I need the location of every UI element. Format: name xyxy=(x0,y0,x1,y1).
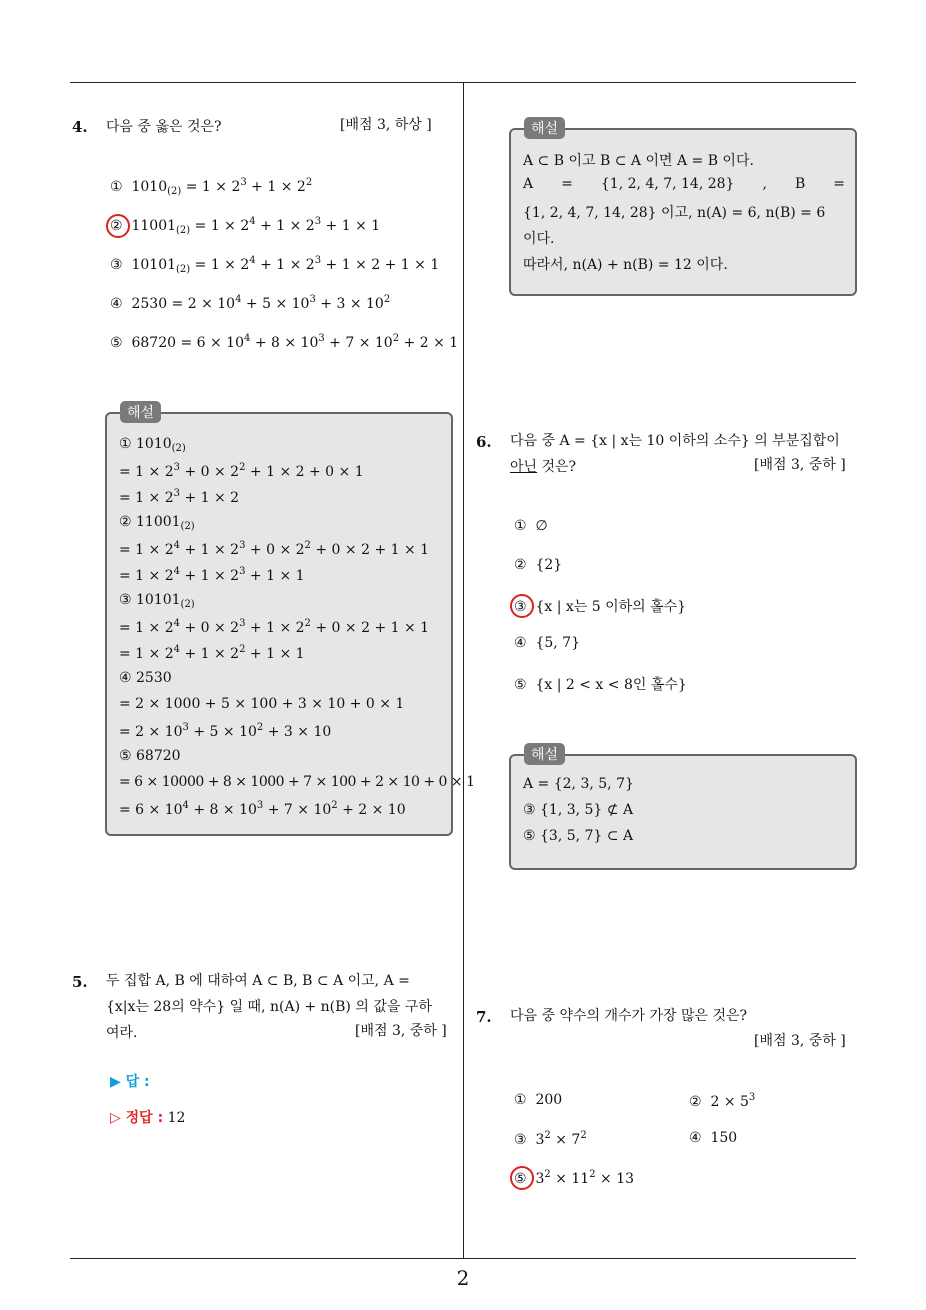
correct-value: 12 xyxy=(167,1110,186,1126)
question-text-line-2: 아닌 것은? xyxy=(510,459,577,475)
explanation-line: = $1 \times 2^4 + 1 \times 2^3 + 0 \times 2^2 + 0 \times 2 + 1 \times 1$ xyxy=(119,540,430,558)
choice-4[interactable] xyxy=(689,1130,737,1146)
choice-mark: ⑤ xyxy=(514,677,527,693)
explanation-box xyxy=(105,405,475,836)
explanation-line: = $1 \times 2^4 + 1 \times 2^3 + 1 \times 1$ xyxy=(119,566,305,584)
choice-1[interactable] xyxy=(514,1092,562,1108)
choice-4[interactable] xyxy=(514,635,580,651)
explanation-tag: 해설 xyxy=(524,743,565,765)
explanation-line: = 2 × 1000 + 5 × 100 + 3 × 10 + 0 × 1 xyxy=(119,696,405,712)
explanation-line: = $1 \times 2^4 + 0 \times 2^3 + 1 \times 2^2 + 0 \times 2 + 1 \times 1$ xyxy=(119,618,430,636)
explanation-line: A = {2, 3, 5, 7} xyxy=(523,776,634,792)
choice-mark: ③ xyxy=(514,599,527,615)
choice-expr: {2} xyxy=(535,557,563,573)
bottom-rule xyxy=(70,1258,856,1259)
choice-expr: $11001_{(2)} = 1 \times 2^4 + 1 \times 2^3 + 1 \times 1$ xyxy=(131,216,381,236)
choice-2[interactable] xyxy=(110,216,380,236)
answer-circle-mark xyxy=(510,594,534,618)
explanation-line: ⑤ {3, 5, 7} ⊂ A xyxy=(523,828,634,844)
page-number: 2 xyxy=(456,1266,470,1290)
choice-expr: $1010_{(2)} = 1 \times 2^3 + 1 \times 2^2$ xyxy=(131,177,313,197)
choice-4[interactable] xyxy=(110,294,390,312)
choice-expr: {5, 7} xyxy=(535,635,580,651)
choice-mark: ④ xyxy=(514,635,527,651)
underlined-word: 아닌 xyxy=(510,459,538,475)
choice-1[interactable] xyxy=(514,518,548,534)
choice-expr: {x | x는 5 이하의 홀수} xyxy=(535,599,687,615)
correct-label: ▷ 정답 : xyxy=(110,1110,164,1126)
choice-3[interactable] xyxy=(110,255,439,275)
choice-expr: $2530 = 2 \times 10^4 + 5 \times 10^3 + 3 \times 10^2$ xyxy=(131,294,391,312)
column-divider xyxy=(463,83,464,1259)
explanation-line: = $1 \times 2^3 + 1 \times 2$ xyxy=(119,488,240,506)
explanation-tag: 해설 xyxy=(120,401,161,423)
question-text: 다음 중 옳은 것은? xyxy=(106,119,222,135)
choice-1[interactable] xyxy=(110,177,312,197)
explanation-box xyxy=(509,121,857,296)
answer-circle-mark xyxy=(510,1166,534,1190)
question-text-line-3: 여라. xyxy=(106,1025,138,1041)
choice-mark: ③ xyxy=(514,1132,527,1148)
choice-mark: ⑤ xyxy=(110,335,123,351)
answer-label: ▶ 답 : xyxy=(110,1074,150,1090)
choice-mark: ① xyxy=(514,518,527,534)
choice-expr: ∅ xyxy=(535,518,548,534)
question-number: 7. xyxy=(476,1008,492,1026)
choice-expr: $10101_{(2)} = 1 \times 2^4 + 1 \times 2^3 + 1 \times 2 + 1 \times 1$ xyxy=(131,255,440,275)
choice-expr: $68720 = 6 \times 10^4 + 8 \times 10^3 + 7 \times 10^2 + 2 \times 1$ xyxy=(131,333,459,351)
question-number: 4. xyxy=(72,118,88,136)
choice-mark: ⑤ xyxy=(514,1171,527,1187)
choice-5[interactable] xyxy=(110,333,458,351)
choice-mark: ② xyxy=(514,557,527,573)
choice-2[interactable] xyxy=(689,1092,755,1110)
choice-expr: $3^2 \times 7^2$ xyxy=(535,1130,587,1148)
explanation-line: = $2 \times 10^3 + 5 \times 10^2 + 3 \times 10$ xyxy=(119,722,332,740)
choice-mark: ② xyxy=(689,1094,702,1110)
explanation-line: = $1 \times 2^4 + 1 \times 2^2 + 1 \times 1$ xyxy=(119,644,305,662)
choice-expr: 200 xyxy=(535,1092,563,1108)
choice-mark: ① xyxy=(514,1092,527,1108)
choice-mark: ④ xyxy=(110,296,123,312)
explanation-line: ③ {1, 3, 5} ⊄ A xyxy=(523,802,634,818)
correct-answer xyxy=(110,1107,185,1127)
question-number: 6. xyxy=(476,433,492,451)
explanation-tag: 해설 xyxy=(524,117,565,139)
choice-expr: $2 \times 5^3$ xyxy=(710,1092,756,1110)
question-text: 다음 중 약수의 개수가 가장 많은 것은? xyxy=(510,1008,748,1024)
explanation-line: ② $11001_{(2)}$ xyxy=(119,514,195,532)
choice-2[interactable] xyxy=(514,557,562,573)
question-number: 5. xyxy=(72,973,88,991)
explanation-line: A ⊂ B 이고 B ⊂ A 이면 A = B 이다. xyxy=(523,153,754,169)
question-score: [배점 3, 중하 ] xyxy=(355,1023,447,1039)
explanation-line: ⑤ 68720 xyxy=(119,748,181,764)
choice-expr: 150 xyxy=(710,1130,738,1146)
choice-mark: ④ xyxy=(689,1130,702,1146)
choice-mark: ① xyxy=(110,179,123,195)
explanation-line: ① $1010_{(2)}$ xyxy=(119,436,186,454)
explanation-line: A = {1, 2, 4, 7, 14, 28} , B = xyxy=(523,176,845,192)
choice-3[interactable] xyxy=(514,1130,587,1148)
choice-mark: ③ xyxy=(110,257,123,273)
explanation-line: = $1 \times 2^3 + 0 \times 2^2 + 1 \times 2 + 0 \times 1$ xyxy=(119,462,364,480)
explanation-line: ④ 2530 xyxy=(119,670,172,686)
question-text-line-1: 두 집합 A, B 에 대하여 A ⊂ B, B ⊂ A 이고, A = xyxy=(106,973,410,989)
choice-expr: {x | 2 < x < 8인 홀수} xyxy=(535,677,687,693)
answer-circle-mark xyxy=(106,214,130,238)
choice-expr: $3^2 \times 11^2 \times 13$ xyxy=(535,1169,635,1187)
explanation-line: 이다. xyxy=(523,231,555,247)
explanation-line: 따라서, n(A) + n(B) = 12 이다. xyxy=(523,257,728,273)
choice-mark: ② xyxy=(110,218,123,234)
explanation-box xyxy=(509,747,857,870)
explanation-line: ③ $10101_{(2)}$ xyxy=(119,592,195,610)
question-text-line-1: 다음 중 A = {x | x는 10 이하의 소수} 의 부분집합이 xyxy=(510,433,840,449)
explanation-line: = $6 \times 10^4 + 8 \times 10^3 + 7 \times 10^2 + 2 \times 10$ xyxy=(119,800,406,818)
question-text-line-2: {x|x는 28의 약수} 일 때, n(A) + n(B) 의 값을 구하 xyxy=(106,999,432,1015)
question-score: [배점 3, 중하 ] xyxy=(754,457,846,473)
explanation-line: {1, 2, 4, 7, 14, 28} 이고, n(A) = 6, n(B) = 6 xyxy=(523,205,826,221)
choice-3[interactable] xyxy=(514,596,686,616)
choice-5[interactable] xyxy=(514,674,687,694)
question-score: [배점 3, 하상 ] xyxy=(340,117,432,133)
question-score: [배점 3, 중하 ] xyxy=(754,1033,846,1049)
explanation-line: = 6 × 10000 + 8 × 1000 + 7 × 100 + 2 × 10 + 0 × 1 xyxy=(119,774,475,790)
